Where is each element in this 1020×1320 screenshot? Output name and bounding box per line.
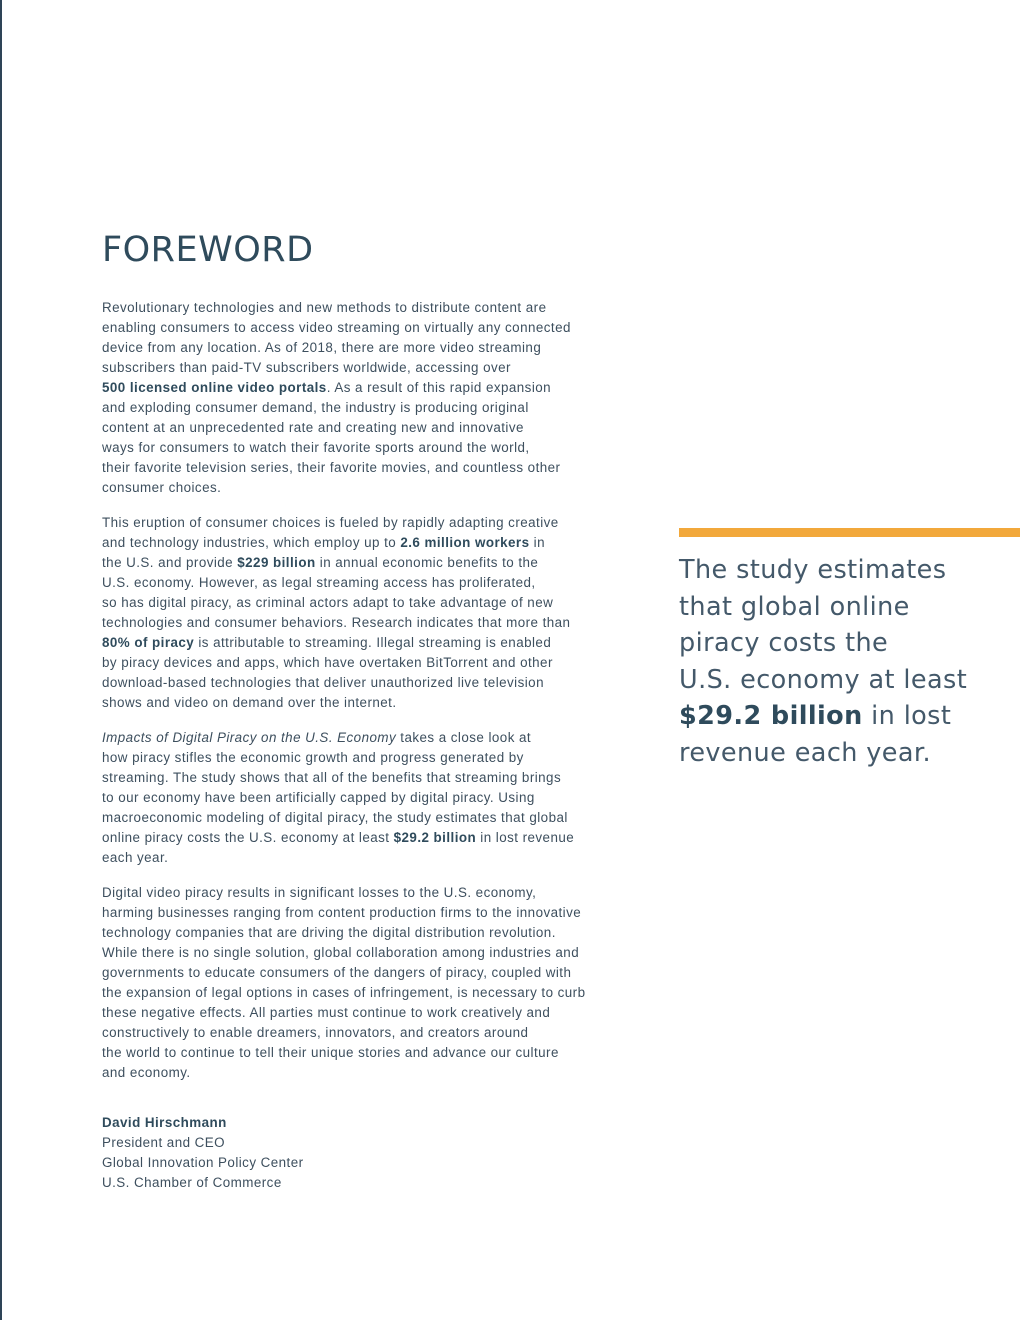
- text-run: and technology industries, which employ up to: [102, 535, 401, 550]
- text-line: [102, 848, 612, 868]
- text-run: U.S. economy. However, as legal streaming access has proliferated,: [102, 575, 536, 590]
- page-margin-rule: [0, 0, 2, 1320]
- pull-quote-line: [679, 589, 1009, 626]
- text-line: [102, 613, 612, 633]
- pull-quote-line: [679, 552, 1009, 589]
- signature-affiliation: U.S. Chamber of Commerce: [102, 1175, 282, 1190]
- text-line: [102, 378, 612, 398]
- text-line: [102, 923, 612, 943]
- text-run: in annual economic benefits to the: [315, 555, 539, 570]
- italic-title: Impacts of Digital Piracy on the U.S. Economy: [102, 730, 397, 745]
- text-line: [102, 1063, 612, 1083]
- text-run: these negative effects. All parties must continue to work creatively and: [102, 1005, 551, 1020]
- text-line: [102, 458, 612, 478]
- text-run: that global online: [679, 591, 910, 622]
- text-line: [102, 1043, 612, 1063]
- text-run: While there is no single solution, global collaboration among industries and: [102, 945, 580, 960]
- text-run: in: [529, 535, 545, 550]
- text-run: Digital video piracy results in significant losses to the U.S. economy,: [102, 885, 537, 900]
- text-line: [102, 318, 612, 338]
- signature-title: President and CEO: [102, 1135, 226, 1150]
- text-line: [102, 828, 612, 848]
- text-run: content at an unprecedented rate and creating new and innovative: [102, 420, 524, 435]
- text-run: each year.: [102, 850, 169, 865]
- text-run: how piracy stifles the economic growth and progress generated by: [102, 750, 524, 765]
- text-run: the expansion of legal options in cases of infringement, is necessary to curb: [102, 985, 586, 1000]
- bold-highlight: $29.2 billion: [393, 830, 477, 845]
- text-run: Revolutionary technologies and new methods to distribute content are: [102, 300, 547, 315]
- bold-highlight: $229 billion: [237, 555, 316, 570]
- text-run: to our economy have been artificially capped by digital piracy. Using: [102, 790, 535, 805]
- text-run: takes a close look at: [396, 730, 532, 745]
- signature-organization: Global Innovation Policy Center: [102, 1155, 304, 1170]
- text-line: [102, 398, 612, 418]
- text-run: consumer choices.: [102, 480, 222, 495]
- text-run: revenue each year.: [679, 737, 931, 768]
- text-run: subscribers than paid-TV subscribers worldwide, accessing over: [102, 360, 511, 375]
- text-line: [102, 768, 612, 788]
- text-run: so has digital piracy, as criminal actors adapt to take advantage of new: [102, 595, 554, 610]
- bold-highlight: $29.2 billion: [679, 701, 863, 731]
- text-line: [102, 633, 612, 653]
- pull-quote-line: [679, 625, 1009, 662]
- text-run: This eruption of consumer choices is fueled by rapidly adapting creative: [102, 515, 559, 530]
- pull-quote-line: [679, 735, 1009, 772]
- text-line: [102, 748, 612, 768]
- text-line: [102, 808, 612, 828]
- text-run: enabling consumers to access video streaming on virtually any connected: [102, 320, 571, 335]
- text-line: [102, 943, 612, 963]
- text-run: their favorite television series, their favorite movies, and countless other: [102, 460, 561, 475]
- text-line: [102, 788, 612, 808]
- text-run: piracy costs the: [679, 628, 889, 658]
- text-line: [102, 513, 612, 533]
- paragraph: [102, 298, 612, 498]
- pull-quote: [679, 552, 1009, 771]
- text-run: technologies and consumer behaviors. Research indicates that more than: [102, 615, 571, 630]
- text-line: [102, 1023, 612, 1043]
- text-run: constructively to enable dreamers, innovators, and creators around: [102, 1025, 529, 1040]
- text-line: [102, 673, 612, 693]
- paragraph: [102, 513, 612, 713]
- text-run: U.S. economy at least: [679, 664, 968, 695]
- text-run: the U.S. and provide: [102, 555, 238, 570]
- bold-highlight: 2.6 million workers: [400, 535, 530, 550]
- text-run: and exploding consumer demand, the industry is producing original: [102, 400, 529, 415]
- paragraph: [102, 883, 612, 1083]
- text-line: [102, 883, 612, 903]
- text-run: online piracy costs the U.S. economy at least: [102, 830, 394, 845]
- signature-name: David Hirschmann: [102, 1115, 227, 1130]
- text-line: [102, 438, 612, 458]
- foreword-body: [102, 298, 612, 1098]
- text-run: the world to continue to tell their unique stories and advance our culture: [102, 1045, 559, 1060]
- paragraph: [102, 728, 612, 868]
- text-run: . As a result of this rapid expansion: [326, 380, 552, 395]
- text-run: The study estimates: [679, 555, 947, 585]
- text-run: download-based technologies that deliver unauthorized live television: [102, 675, 544, 690]
- text-run: ways for consumers to watch their favorite sports around the world,: [102, 440, 530, 455]
- text-line: [102, 573, 612, 593]
- text-run: shows and video on demand over the internet.: [102, 695, 397, 710]
- pull-quote-line: [679, 662, 1009, 699]
- text-run: and economy.: [102, 1065, 191, 1080]
- page-title: FOREWORD: [102, 230, 314, 270]
- text-run: by piracy devices and apps, which have overtaken BitTorrent and other: [102, 655, 553, 670]
- text-run: governments to educate consumers of the dangers of piracy, coupled with: [102, 965, 572, 980]
- text-line: [102, 298, 612, 318]
- text-line: [102, 1003, 612, 1023]
- text-line: [102, 653, 612, 673]
- text-line: [102, 478, 612, 498]
- text-line: [102, 693, 612, 713]
- text-line: [102, 593, 612, 613]
- signature-block: [102, 1113, 304, 1193]
- text-run: is attributable to streaming. Illegal streaming is enabled: [194, 635, 552, 650]
- text-line: [102, 963, 612, 983]
- text-line: [102, 533, 612, 553]
- text-line: [102, 358, 612, 378]
- text-run: macroeconomic modeling of digital piracy, the study estimates that global: [102, 810, 568, 825]
- text-run: device from any location. As of 2018, there are more video streaming: [102, 340, 542, 355]
- text-run: streaming. The study shows that all of the benefits that streaming brings: [102, 770, 562, 785]
- text-run: technology companies that are driving the digital distribution revolution.: [102, 925, 556, 940]
- text-line: [102, 418, 612, 438]
- text-run: harming businesses ranging from content production firms to the innovative: [102, 905, 582, 920]
- pull-quote-line: [679, 698, 1009, 735]
- text-line: [102, 983, 612, 1003]
- bold-highlight: 500 licensed online video portals: [102, 380, 327, 395]
- text-line: [102, 728, 612, 748]
- text-line: [102, 553, 612, 573]
- pull-quote-accent-bar: [679, 528, 1020, 537]
- text-run: in lost: [862, 701, 952, 731]
- text-line: [102, 903, 612, 923]
- bold-highlight: 80% of piracy: [102, 635, 195, 650]
- text-run: in lost revenue: [476, 830, 575, 845]
- text-line: [102, 338, 612, 358]
